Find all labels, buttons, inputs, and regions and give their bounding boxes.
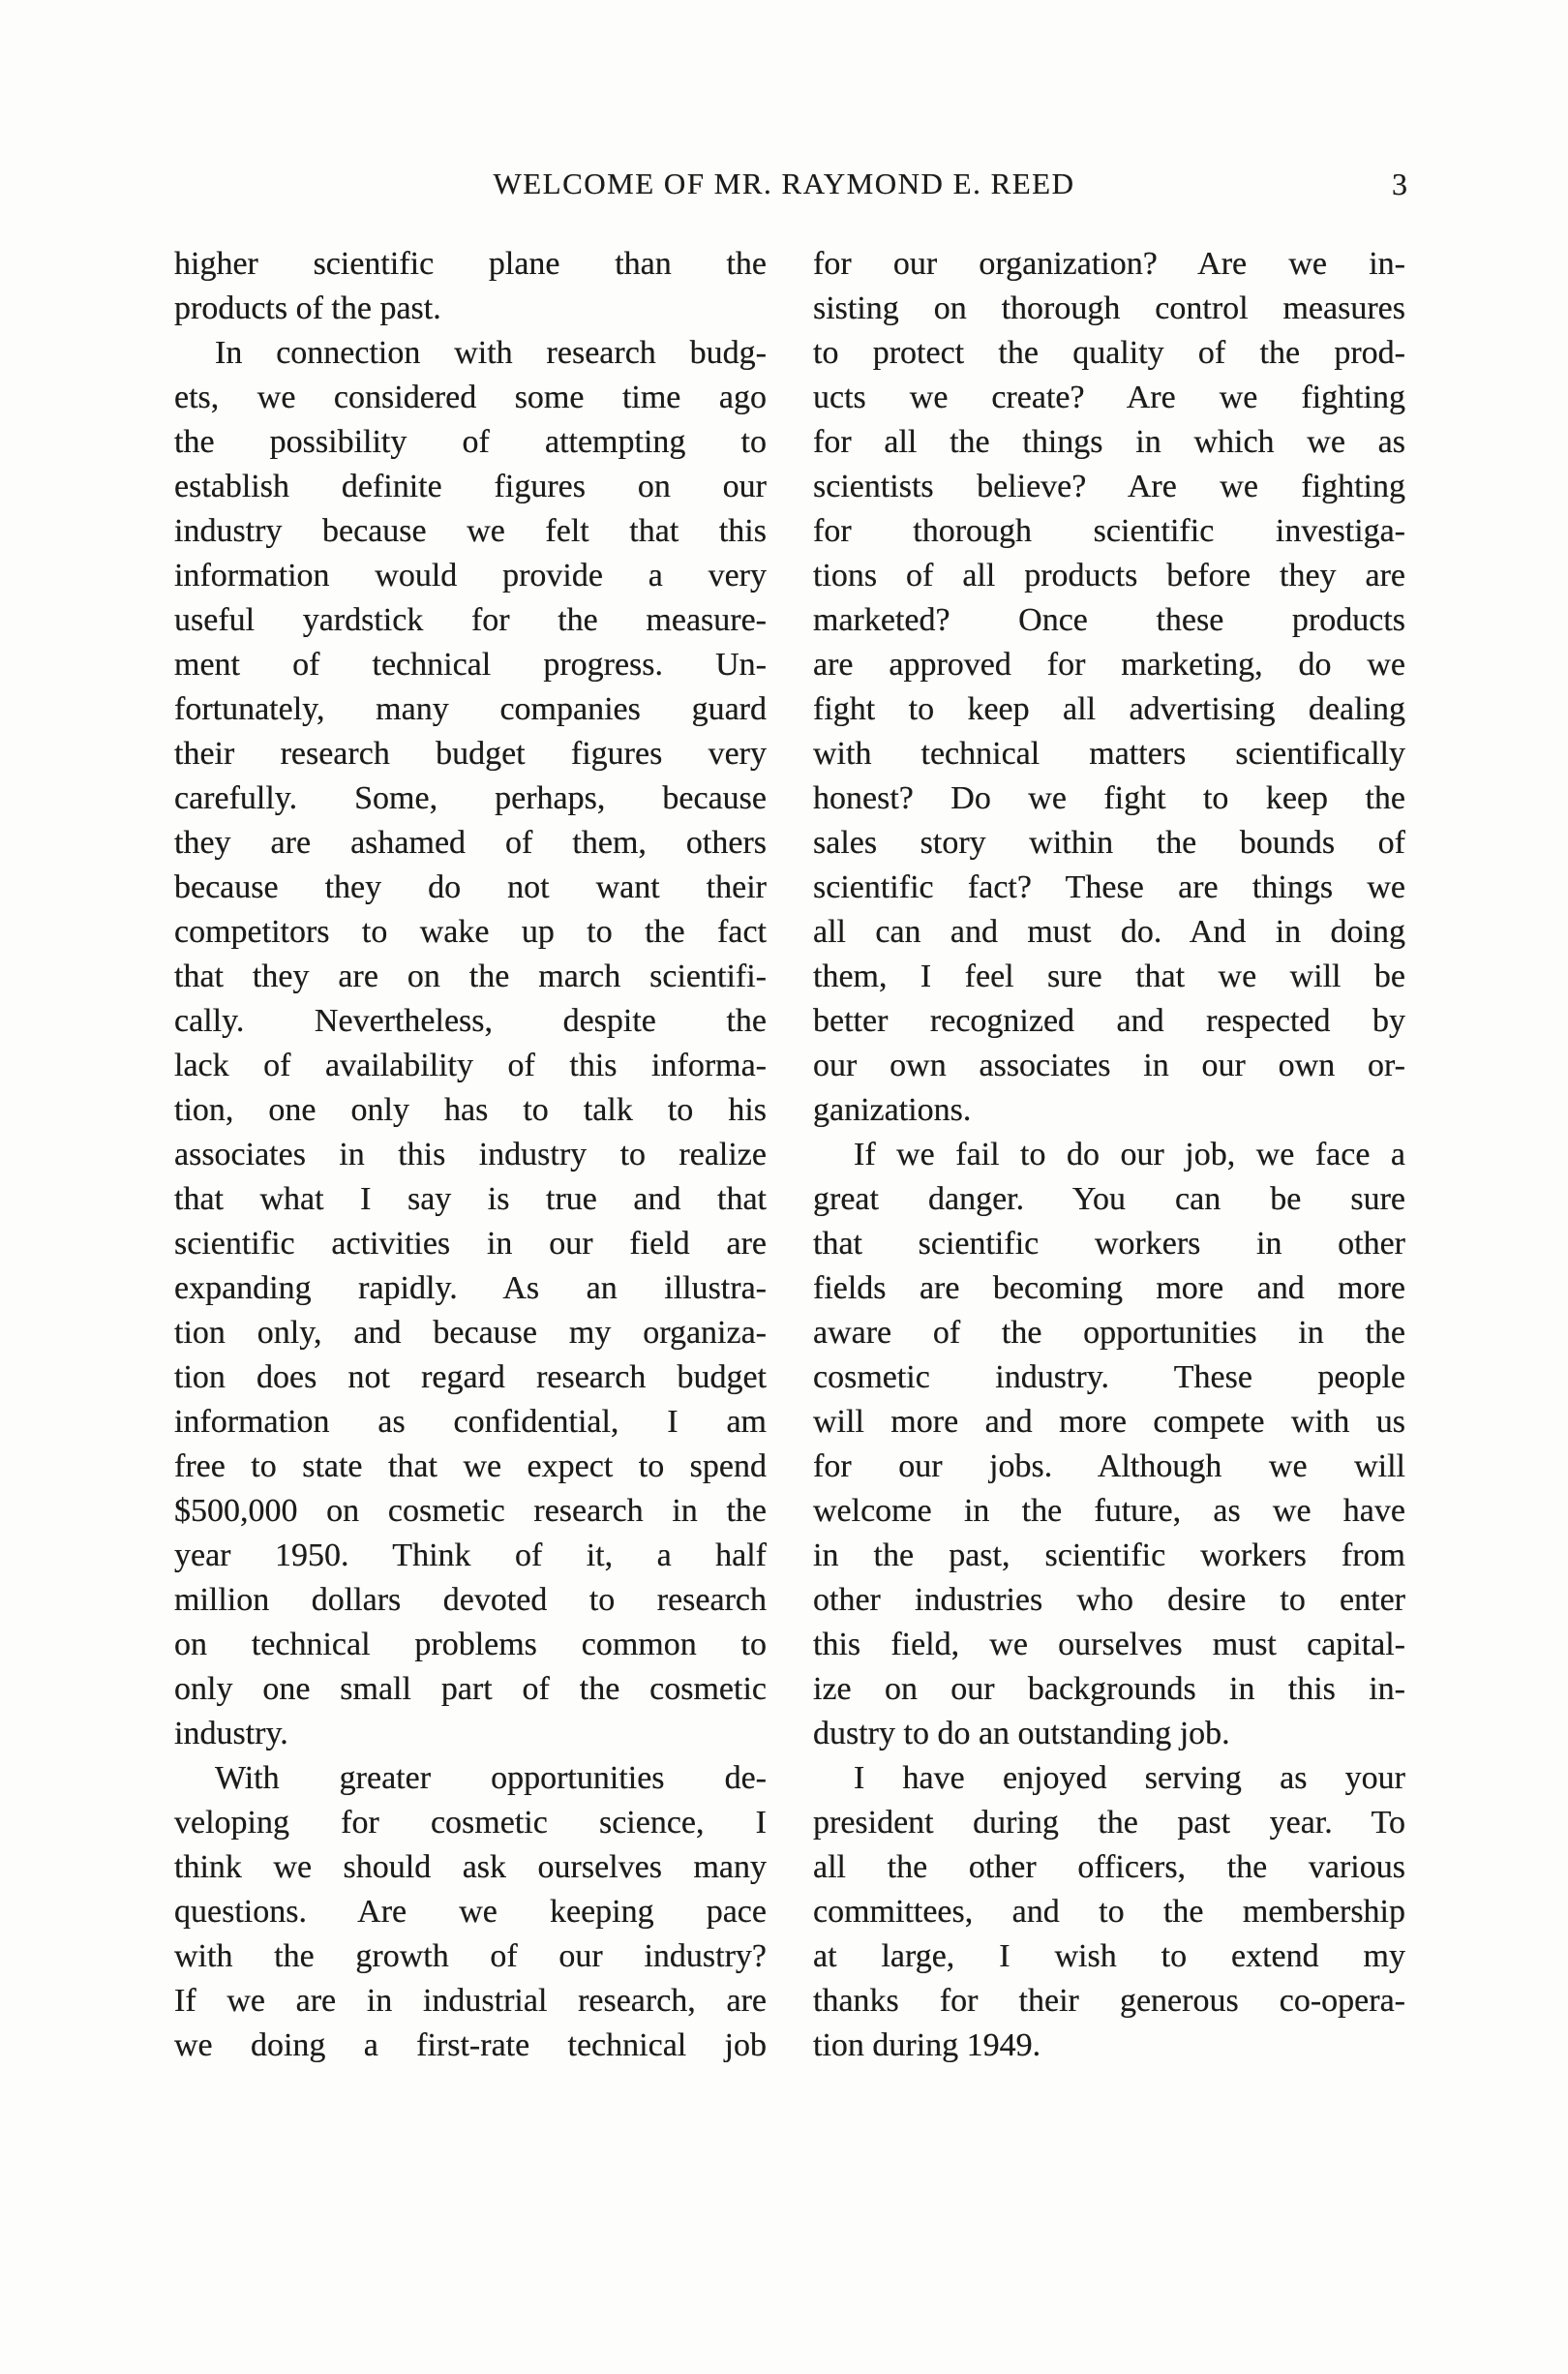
text-line: aware of the opportunities in the xyxy=(813,1315,1405,1351)
text-line: in the past, scientific workers from xyxy=(813,1537,1405,1573)
text-line: tion, one only has to talk to his xyxy=(174,1092,767,1128)
page-number: 3 xyxy=(1392,167,1407,201)
left-column xyxy=(174,242,767,2068)
text-line: cally. Nevertheless, despite the xyxy=(174,1003,767,1039)
text-line: marketed? Once these products xyxy=(813,602,1405,638)
text-line: scientists believe? Are we fighting xyxy=(813,469,1405,504)
text-line: tion only, and because my organiza- xyxy=(174,1315,767,1351)
text-line: our own associates in our own or- xyxy=(813,1048,1405,1083)
text-line: for our jobs. Although we will xyxy=(813,1448,1405,1484)
text-line: this field, we ourselves must capital- xyxy=(813,1627,1405,1662)
text-line: only one small part of the cosmetic xyxy=(174,1671,767,1707)
text-line: president during the past year. To xyxy=(813,1805,1405,1841)
text-line: that they are on the march scientifi- xyxy=(174,959,767,994)
text-line: better recognized and respected by xyxy=(813,1003,1405,1039)
text-line: will more and more compete with us xyxy=(813,1404,1405,1440)
running-title: WELCOME OF MR. RAYMOND E. REED xyxy=(493,167,1075,200)
text-line: ment of technical progress. Un- xyxy=(174,647,767,683)
text-line: honest? Do we fight to keep the xyxy=(813,780,1405,816)
text-line: they are ashamed of them, others xyxy=(174,825,767,861)
text-line: useful yardstick for the measure- xyxy=(174,602,767,638)
text-line: fight to keep all advertising dealing xyxy=(813,691,1405,727)
text-line: sisting on thorough control measures xyxy=(813,290,1405,326)
text-line: for our organization? Are we in- xyxy=(813,246,1405,282)
text-line: tions of all products before they are xyxy=(813,558,1405,594)
text-line: that scientific workers in other xyxy=(813,1226,1405,1262)
text-line: scientific fact? These are things we xyxy=(813,869,1405,905)
text-line: welcome in the future, as we have xyxy=(813,1493,1405,1529)
text-line: information would provide a very xyxy=(174,558,767,594)
text-line: free to state that we expect to spend xyxy=(174,1448,767,1484)
text-line: dustry to do an outstanding job. xyxy=(813,1716,1230,1751)
text-line: In connection with research budg- xyxy=(215,335,767,371)
text-line: products of the past. xyxy=(174,290,441,326)
text-line: them, I feel sure that we will be xyxy=(813,959,1405,994)
text-line: the possibility of attempting to xyxy=(174,424,767,460)
text-line: industry. xyxy=(174,1716,288,1751)
text-line: ize on our backgrounds in this in- xyxy=(813,1671,1405,1707)
text-line: all can and must do. And in doing xyxy=(813,914,1405,950)
text-line: million dollars devoted to research xyxy=(174,1582,767,1618)
text-line: for all the things in which we as xyxy=(813,424,1405,460)
text-line: I have enjoyed serving as your xyxy=(854,1760,1405,1796)
text-line: If we fail to do our job, we face a xyxy=(854,1137,1405,1172)
text-line: think we should ask ourselves many xyxy=(174,1849,767,1885)
text-line: ganizations. xyxy=(813,1092,972,1128)
text-line: scientific activities in our field are xyxy=(174,1226,767,1262)
text-line: industry because we felt that this xyxy=(174,513,767,549)
text-line: With greater opportunities de- xyxy=(215,1760,767,1796)
text-columns xyxy=(174,242,1405,2068)
text-line: veloping for cosmetic science, I xyxy=(174,1805,767,1841)
text-line: with technical matters scientifically xyxy=(813,736,1405,772)
text-line: lack of availability of this informa- xyxy=(174,1048,767,1083)
text-line: $500,000 on cosmetic research in the xyxy=(174,1493,767,1529)
text-line: ucts we create? Are we fighting xyxy=(813,380,1405,415)
text-line: thanks for their generous co-opera- xyxy=(813,1983,1405,2019)
text-line: their research budget figures very xyxy=(174,736,767,772)
text-line: because they do not want their xyxy=(174,869,767,905)
text-line: carefully. Some, perhaps, because xyxy=(174,780,767,816)
text-line: at large, I wish to extend my xyxy=(813,1938,1405,1974)
text-line: year 1950. Think of it, a half xyxy=(174,1537,767,1573)
text-line: associates in this industry to realize xyxy=(174,1137,767,1172)
text-line: all the other officers, the various xyxy=(813,1849,1405,1885)
text-line: cosmetic industry. These people xyxy=(813,1359,1405,1395)
text-line: that what I say is true and that xyxy=(174,1181,767,1217)
text-line: on technical problems common to xyxy=(174,1627,767,1662)
text-line: ets, we considered some time ago xyxy=(174,380,767,415)
text-line: we doing a first-rate technical job xyxy=(174,2027,767,2063)
text-line: for thorough scientific investiga- xyxy=(813,513,1405,549)
text-line: sales story within the bounds of xyxy=(813,825,1405,861)
text-line: tion does not regard research budget xyxy=(174,1359,767,1395)
text-line: fields are becoming more and more xyxy=(813,1270,1405,1306)
text-line: fortunately, many companies guard xyxy=(174,691,767,727)
text-line: establish definite figures on our xyxy=(174,469,767,504)
text-line: information as confidential, I am xyxy=(174,1404,767,1440)
text-line: with the growth of our industry? xyxy=(174,1938,767,1974)
text-line: If we are in industrial research, are xyxy=(174,1983,767,2019)
text-line: questions. Are we keeping pace xyxy=(174,1894,767,1930)
text-line: great danger. You can be sure xyxy=(813,1181,1405,1217)
text-line: committees, and to the membership xyxy=(813,1894,1405,1930)
text-line: other industries who desire to enter xyxy=(813,1582,1405,1618)
text-line: expanding rapidly. As an illustra- xyxy=(174,1270,767,1306)
text-line: higher scientific plane than the xyxy=(174,246,767,282)
text-line: competitors to wake up to the fact xyxy=(174,914,767,950)
text-line: tion during 1949. xyxy=(813,2027,1041,2063)
text-line: to protect the quality of the prod- xyxy=(813,335,1405,371)
right-column xyxy=(813,242,1405,2068)
text-line: are approved for marketing, do we xyxy=(813,647,1405,683)
